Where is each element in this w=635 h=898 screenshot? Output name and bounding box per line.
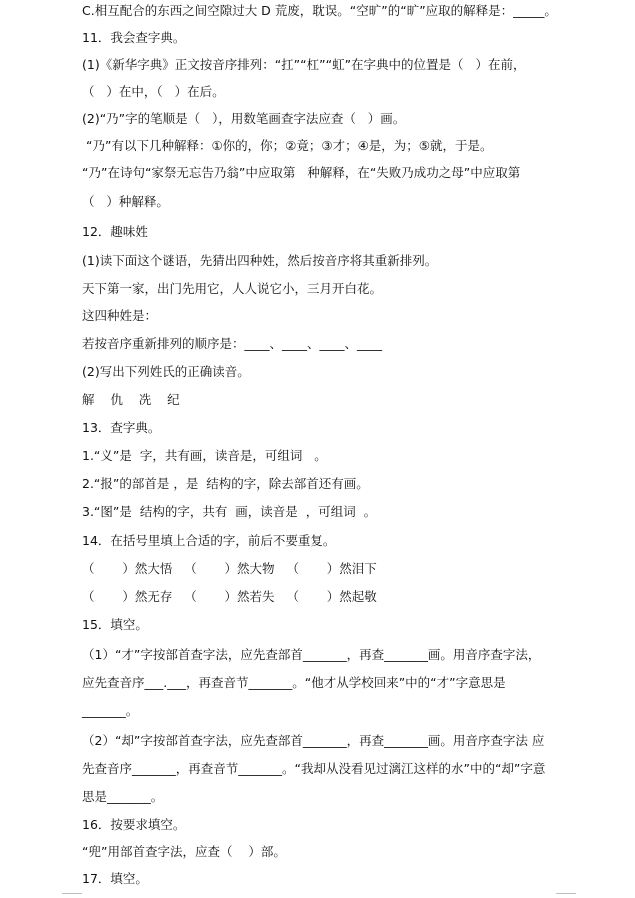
footer-right-rule <box>556 893 576 894</box>
text-line: 若按音序重新排列的顺序是：____、____、____、____ <box>82 336 383 351</box>
question-heading: 17．填空。 <box>82 871 148 886</box>
text-line: （1）“才”字按部首查字法，应先查部首_______，再查_______画。用音序查字法， <box>82 647 541 662</box>
text-line: （ ）种解释。 <box>82 194 169 209</box>
question-heading: 14．在括号里填上合适的字，前后不要重复。 <box>82 533 336 548</box>
text-line: (2)“乃”字的笔顺是（ ），用数笔画查字法应查（ ）画。 <box>82 111 406 126</box>
text-line: （ ）然大悟 （ ）然大物 （ ）然泪下 <box>82 561 377 576</box>
text-line: 3.“图”是 结构的字，共有 画，读音是 ，可组词 。 <box>82 504 377 519</box>
text-line: 思是_______。 <box>82 789 164 804</box>
text-line: 2.“报”的部首是 ，是 结构的字，除去部首还有画。 <box>82 476 369 491</box>
text-line: 天下第一家，出门先用它，人人说它小，三月开白花。 <box>82 281 383 296</box>
text-line: (1)《新华字典》正文按音序排列：“扛”“杠”“虹”在字典中的位置是（ ）在前， <box>82 57 526 72</box>
question-heading: 15．填空。 <box>82 617 148 632</box>
question-heading: 16．按要求填空。 <box>82 817 186 832</box>
question-heading: 11．我会查字典。 <box>82 30 186 45</box>
text-line: 解 仇 冼 纪 <box>82 392 180 407</box>
text-line: 先查音序_______，再查音节_______。“我却从没看见过漓江这样的水”中的“却”字意 <box>82 761 546 776</box>
text-line: C.相互配合的东西之间空隙过大 D 荒废，耽误。“空旷”的“旷”应取的解释是：_____。 <box>82 3 557 18</box>
text-line: “乃”有以下几种解释：①你的，你；②竟；③才；④是，为；⑤就，于是。 <box>86 138 493 153</box>
question-heading: 13．查字典。 <box>82 420 161 435</box>
text-line: 1.“义”是 字，共有画，读音是，可组词 。 <box>82 448 327 463</box>
question-heading: 12．趣味姓 <box>82 224 148 239</box>
text-line: “乃”在诗句“家祭无忘告乃翁”中应取第 种解释，在“失败乃成功之母”中应取第 <box>82 165 521 180</box>
text-line: (1)读下面这个谜语，先猜出四种姓，然后按音序将其重新排列。 <box>82 253 438 268</box>
footer-left-rule <box>62 893 82 894</box>
text-line: （2）“却”字按部首查字法，应先查部首_______，再查_______画。用音序查字法 应 <box>82 733 545 748</box>
text-line: _______。 <box>82 703 139 718</box>
text-line: 应先查音序___.___，再查音节_______。“他才从学校回来”中的“才”字意思是 <box>82 675 506 690</box>
text-line: “兜”用部首查字法，应查（ ）部。 <box>82 844 286 859</box>
text-line: （ ）然无存 （ ）然若失 （ ）然起敬 <box>82 589 377 604</box>
text-line: （ ）在中，（ ）在后。 <box>82 84 225 99</box>
text-line: (2)写出下列姓氏的正确读音。 <box>82 364 250 379</box>
text-line: 这四种姓是： <box>82 308 158 323</box>
